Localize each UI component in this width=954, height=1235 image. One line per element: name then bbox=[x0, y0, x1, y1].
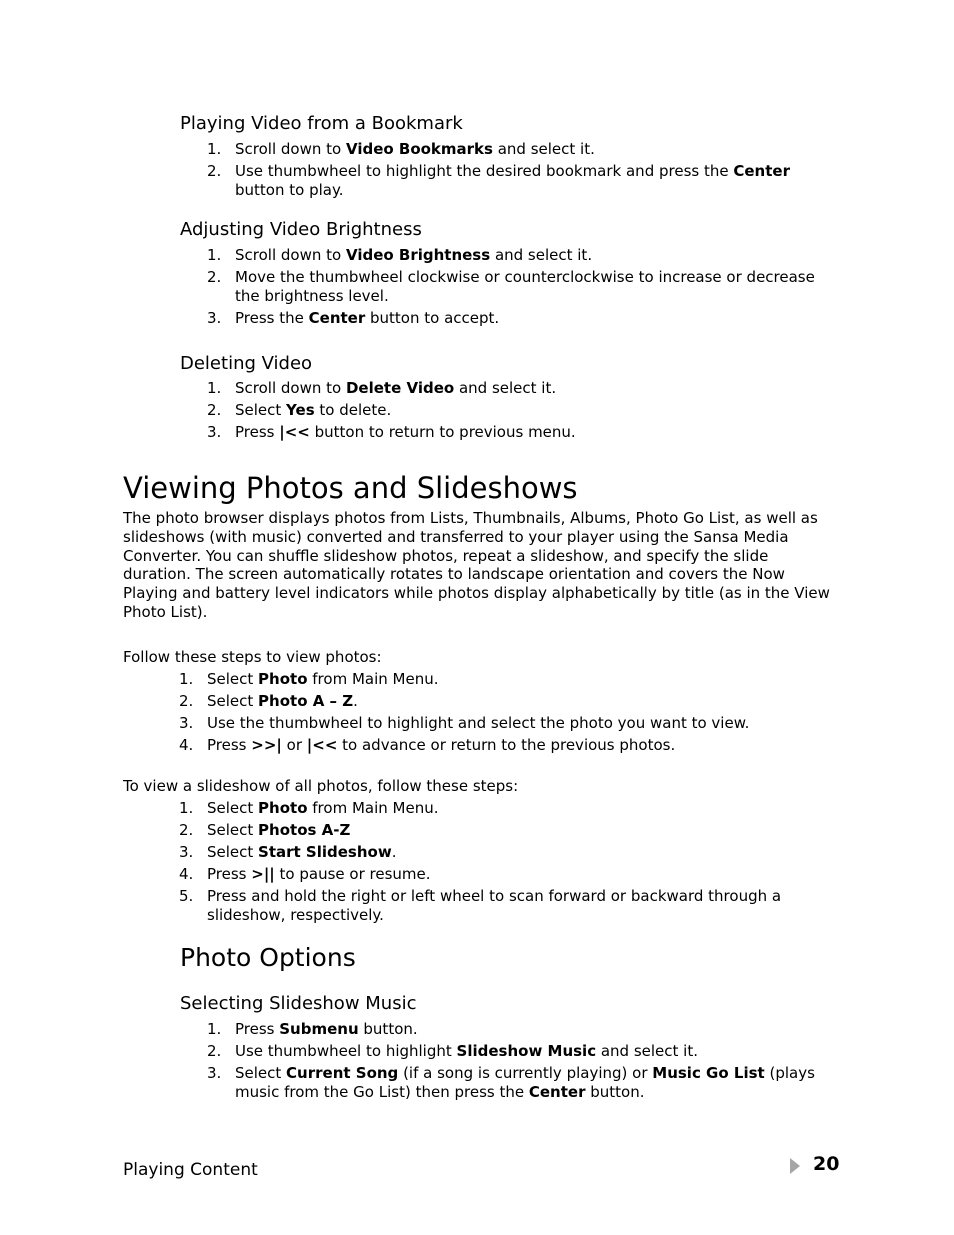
step-keyword: Current Song bbox=[286, 1063, 399, 1082]
list-item bbox=[207, 401, 827, 420]
step-number: 2. bbox=[179, 820, 194, 839]
step-text: . bbox=[353, 691, 358, 710]
deleting-steps bbox=[207, 379, 827, 445]
step-text: Select bbox=[207, 842, 259, 861]
step-number: 1. bbox=[207, 379, 222, 397]
step-text: Use the thumbwheel to highlight and select the photo you want to view. bbox=[207, 713, 750, 732]
slideshow-lead: To view a slideshow of all photos, follow these steps: bbox=[123, 777, 519, 795]
step-text: to delete. bbox=[314, 400, 392, 419]
step-text: Press the bbox=[235, 308, 309, 327]
list-item bbox=[179, 843, 829, 862]
step-keyword: Yes bbox=[286, 400, 315, 419]
slideshow-music-steps bbox=[207, 1020, 827, 1105]
step-text: Select bbox=[207, 691, 259, 710]
step-number: 3. bbox=[179, 713, 194, 732]
list-item bbox=[179, 692, 829, 711]
step-keyword: >>| bbox=[251, 735, 282, 754]
step-text: Select bbox=[235, 400, 287, 419]
step-text: from Main Menu. bbox=[307, 670, 439, 688]
step-number: 3. bbox=[207, 308, 222, 327]
step-text: Select bbox=[235, 1063, 287, 1082]
list-item bbox=[207, 140, 827, 159]
list-item bbox=[207, 309, 827, 328]
step-keyword: Delete Video bbox=[345, 379, 455, 397]
list-item bbox=[179, 799, 829, 818]
step-number: 4. bbox=[179, 864, 194, 883]
step-text: Scroll down to bbox=[235, 246, 346, 264]
step-number: 1. bbox=[179, 670, 194, 688]
step-number: 1. bbox=[207, 1020, 222, 1038]
step-text: . bbox=[391, 842, 397, 861]
list-item bbox=[207, 1042, 827, 1061]
step-text: Scroll down to bbox=[235, 379, 346, 397]
heading-deleting-video: Deleting Video bbox=[180, 353, 313, 374]
step-number: 1. bbox=[207, 140, 222, 158]
step-keyword: >|| bbox=[251, 864, 275, 883]
step-text: Press bbox=[207, 864, 252, 883]
step-number: 3. bbox=[207, 1063, 222, 1082]
step-text: button. bbox=[585, 1082, 645, 1101]
step-text: Press bbox=[235, 422, 280, 441]
step-text: button. bbox=[358, 1020, 418, 1038]
heading-selecting-slideshow-music: Selecting Slideshow Music bbox=[180, 993, 417, 1014]
step-keyword: Center bbox=[308, 308, 366, 327]
step-number: 2. bbox=[207, 161, 222, 180]
step-text: to advance or return to the previous photos. bbox=[337, 735, 676, 754]
brightness-steps bbox=[207, 246, 827, 331]
heading-photo-options: Photo Options bbox=[180, 943, 356, 972]
step-keyword: Photos A-Z bbox=[258, 820, 351, 839]
step-number: 1. bbox=[207, 246, 222, 264]
step-number: 2. bbox=[179, 691, 194, 710]
list-item bbox=[207, 162, 827, 200]
heading-adjusting-brightness: Adjusting Video Brightness bbox=[180, 219, 422, 240]
step-keyword: Photo bbox=[258, 799, 308, 817]
step-number: 2. bbox=[207, 1041, 222, 1060]
step-text: button to return to previous menu. bbox=[309, 422, 576, 441]
list-item bbox=[207, 379, 827, 398]
step-text: Select bbox=[207, 820, 259, 839]
step-keyword: Video Brightness bbox=[345, 246, 491, 264]
step-number: 3. bbox=[179, 842, 194, 861]
step-text: to pause or resume. bbox=[274, 864, 431, 883]
step-keyword: |<< bbox=[279, 422, 310, 441]
step-keyword: Photo A – Z bbox=[258, 691, 354, 710]
step-text: Select bbox=[207, 799, 259, 817]
list-item bbox=[207, 423, 827, 442]
bookmark-steps bbox=[207, 140, 827, 203]
triangle-right-icon bbox=[790, 1158, 800, 1174]
heading-viewing-photos: Viewing Photos and Slideshows bbox=[123, 471, 578, 505]
step-text: or bbox=[281, 735, 307, 754]
list-item bbox=[179, 821, 829, 840]
step-text: and select it. bbox=[596, 1041, 699, 1060]
list-item bbox=[179, 714, 829, 733]
list-item bbox=[207, 268, 827, 306]
step-keyword: |<< bbox=[306, 735, 338, 754]
step-keyword: Slideshow Music bbox=[456, 1041, 597, 1060]
heading-playing-video-bookmark: Playing Video from a Bookmark bbox=[180, 113, 463, 134]
step-text: Press and hold the right or left wheel to scan forward or backward through a slideshow, respectively. bbox=[207, 886, 782, 924]
step-number: 3. bbox=[207, 422, 222, 441]
step-keyword: Video Bookmarks bbox=[345, 140, 493, 158]
step-text: Scroll down to bbox=[235, 140, 346, 158]
page-number: 20 bbox=[813, 1153, 840, 1175]
step-text: and select it. bbox=[492, 140, 595, 158]
step-text: Select bbox=[207, 670, 259, 688]
step-keyword: Submenu bbox=[279, 1020, 359, 1038]
step-number: 4. bbox=[179, 735, 194, 754]
step-keyword: Photo bbox=[258, 670, 308, 688]
step-keyword: Music Go List bbox=[652, 1063, 765, 1082]
step-number: 2. bbox=[207, 267, 222, 286]
view-photos-lead: Follow these steps to view photos: bbox=[123, 648, 382, 666]
list-item bbox=[207, 1064, 827, 1102]
slideshow-steps bbox=[179, 799, 829, 928]
step-text: from Main Menu. bbox=[307, 799, 439, 817]
list-item bbox=[179, 865, 829, 884]
step-text: button to play. bbox=[235, 180, 344, 199]
step-text: (if a song is currently playing) or bbox=[398, 1063, 653, 1082]
view-photos-steps bbox=[179, 670, 829, 758]
step-keyword: Start Slideshow bbox=[258, 842, 392, 861]
step-text: Use thumbwheel to highlight the desired bookmark and press the bbox=[235, 161, 734, 180]
step-text: Press bbox=[207, 735, 252, 754]
list-item bbox=[179, 736, 829, 755]
step-keyword: Center bbox=[528, 1082, 586, 1101]
step-text: button to accept. bbox=[365, 308, 500, 327]
step-number: 2. bbox=[207, 400, 222, 419]
step-number: 5. bbox=[179, 886, 194, 905]
step-keyword: Center bbox=[733, 161, 790, 180]
step-text: and select it. bbox=[490, 246, 593, 264]
step-text: Use thumbwheel to highlight bbox=[235, 1041, 457, 1060]
list-item bbox=[207, 1020, 827, 1039]
footer-section-label: Playing Content bbox=[123, 1160, 258, 1180]
photos-intro-paragraph: The photo browser displays photos from Lists, Thumbnails, Albums, Photo Go List, as well as slideshows (with music) converted and transferred to your player using the Sansa Media Converter. You can shuffle slideshow photos, repeat a slideshow, and specify the slide duration. The screen automatically rotates to landscape orientation and covers the Now Playing and battery level indicators while photos display alphabetically by title (as in the View Photo List). bbox=[123, 509, 830, 621]
step-number: 1. bbox=[179, 799, 194, 817]
step-text: (plays music from the Go List) then press the bbox=[235, 1063, 815, 1101]
step-text: Move the thumbwheel clockwise or counterclockwise to increase or decrease the brightness level. bbox=[235, 267, 815, 305]
list-item bbox=[179, 670, 829, 689]
list-item bbox=[179, 887, 829, 925]
list-item bbox=[207, 246, 827, 265]
step-text: Press bbox=[235, 1020, 280, 1038]
step-text: and select it. bbox=[454, 379, 557, 397]
